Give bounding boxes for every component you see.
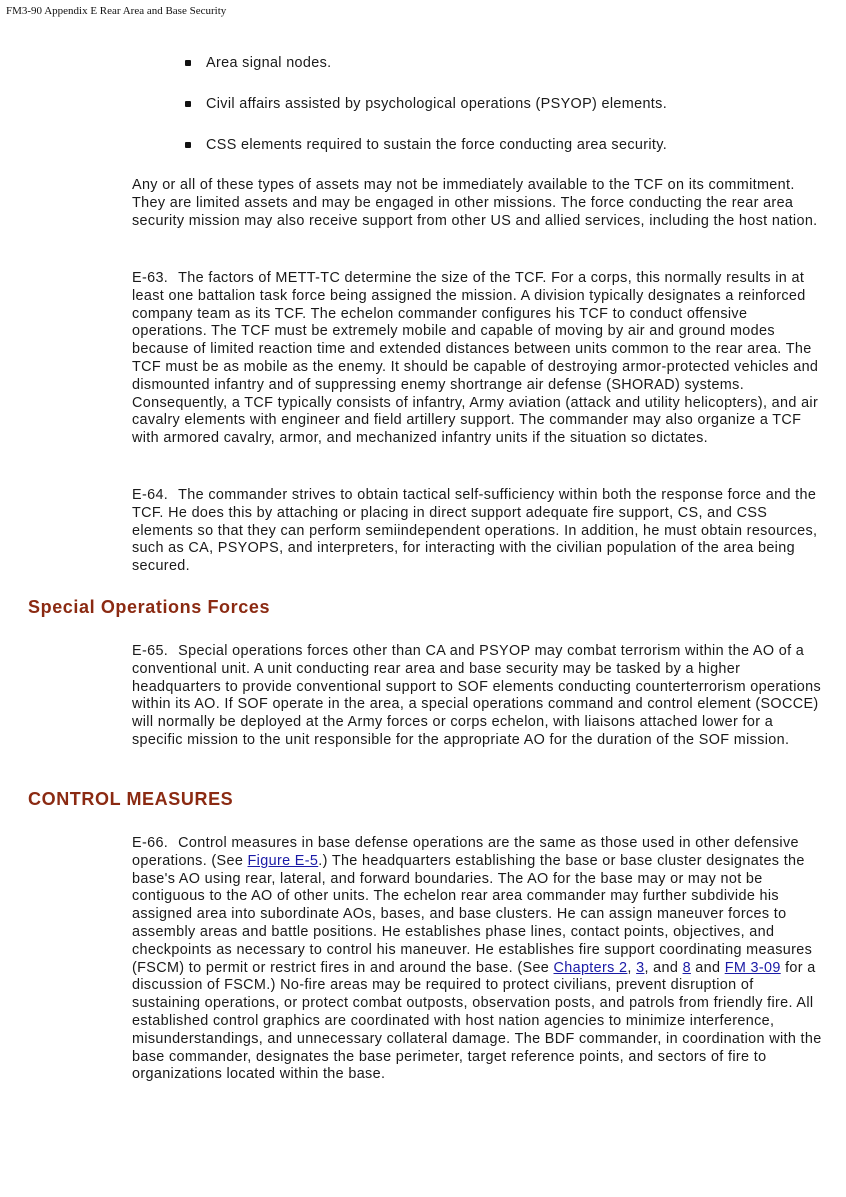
separator-text: , — [627, 959, 637, 976]
bullet-text: CSS elements required to sustain the force conducting area security. — [206, 137, 668, 153]
paragraph-e63 — [132, 270, 822, 448]
separator-text: , and — [644, 959, 683, 976]
paragraph-body: The factors of METT-TC determine the size of the TCF. For a corps, this normally results in at least one battalion task force being assigned the mission. A division typically designates a reinforced company team as its TCF. The echelon commander configures his TCF to conduct offensive operations. The TCF must be extremely mobile and capable of moving by air and ground modes because of limited reaction time and extended distances between units common to the rear area. The TCF must be as mobile as the enemy. It should be capable of destroying armor-protected vehicles and dismounted infantry and of suppressing enemy shortrange air defense (SHORAD) systems. Consequently, a TCF typically consists of infantry, Army aviation (attack and utility helicopters), and air cavalry elements with engineer and field artillery support. The commander may also organize a TCF with armored cavalry, armor, and mechanized infantry units if the situation so dictates. — [132, 270, 819, 447]
bullet-text: Area signal nodes. — [206, 55, 332, 71]
paragraph-e65 — [132, 643, 822, 750]
chapter-8-link[interactable]: 8 — [682, 959, 691, 976]
paragraph-text — [132, 487, 822, 576]
fm-3-09-link[interactable]: FM 3-09 — [724, 959, 781, 976]
paragraph-number: E-65. — [132, 643, 169, 659]
paragraph-e66 — [132, 835, 822, 1084]
paragraph-assets — [132, 177, 822, 230]
bullet-icon — [185, 60, 191, 66]
paragraph-body: The commander strives to obtain tactical self-sufficiency within both the response force and the TCF. He does this by attaching or placing in direct support adequate fire support, CS, and CSS elements so that they can perform semiindependent operations. In addition, he must obtain resources, such as CA, PSYOPS, and interpreters, for interacting with the civilian population of the area being secured. — [132, 487, 818, 575]
bullet-icon — [185, 142, 191, 148]
paragraph-e64 — [132, 487, 822, 576]
section-heading-sof: Special Operations Forces — [28, 597, 271, 617]
section-heading-control-measures: CONTROL MEASURES — [28, 789, 234, 809]
chapter-3-link[interactable]: 3 — [636, 959, 645, 976]
paragraph-number: E-64. — [132, 487, 169, 503]
paragraph-number: E-63. — [132, 270, 169, 286]
paragraph-number: E-66. — [132, 835, 169, 851]
paragraph-body: Special operations forces other than CA and PSYOP may combat terrorism within the AO of a conventional unit. A unit conducting rear area and base security may be tasked by a higher headquarters to provide conventional support to SOF elements conducting counterterrorism operations within its AO. If SOF operate in the area, a special operations command and control element (SOCCE) will normally be deployed at the Army forces or corps echelon, with liaisons attached lower for a specific mission to the unit responsible for the appropriate AO for the duration of the SOF mission. — [132, 643, 821, 748]
paragraph-text — [132, 835, 822, 1084]
bullet-icon — [185, 101, 191, 107]
figure-e5-link[interactable]: Figure E-5 — [247, 852, 319, 869]
paragraph-text — [132, 643, 822, 750]
running-head: FM3-90 Appendix E Rear Area and Base Security — [6, 5, 227, 17]
paragraph-body-part: for a discussion of FSCM.) No-fire areas may be required to protect civilians, prevent disruption of sustaining operations, or protect combat outposts, observation posts, and patrols from friendly fire. All established control graphics are coordinated with host nation agencies to minimize interference, misunderstandings, and unnecessary collateral damage. The BDF commander, in coordination with the base commander, designates the base perimeter, target reference points, and sectors of fire to organizations located within the base. — [132, 959, 822, 1083]
chapter-2-link[interactable]: Chapters 2 — [553, 959, 628, 976]
paragraph-body-part: .) The headquarters establishing the base or base cluster designates the base's AO using rear, lateral, and forward boundaries. The AO for the base may or may not be contiguous to the AO of other units. The echelon rear area commander may further subdivide his assigned area into subordinate AOs, bases, and base clusters. He can assign maneuver forces to assembly areas and battle positions. He establishes phase lines, contact points, objectives, and checkpoints as necessary to control his maneuver. He establishes fire support coordinating measures (FSCM) to permit or restrict fires in and around the base. (See — [132, 852, 813, 976]
paragraph-text: Any or all of these types of assets may not be immediately available to the TCF on its commitment. They are limited assets and may be engaged in other missions. The force conducting the rear area security mission may also receive support from other US and allied services, including the host nation. — [132, 177, 818, 229]
bullet-text: Civil affairs assisted by psychological operations (PSYOP) elements. — [206, 96, 668, 112]
paragraph-body-part: Control measures in base defense operations are the same as those used in other defensive operations. (See — [132, 835, 799, 869]
separator-text: and — [690, 959, 725, 976]
paragraph-text — [132, 270, 822, 448]
